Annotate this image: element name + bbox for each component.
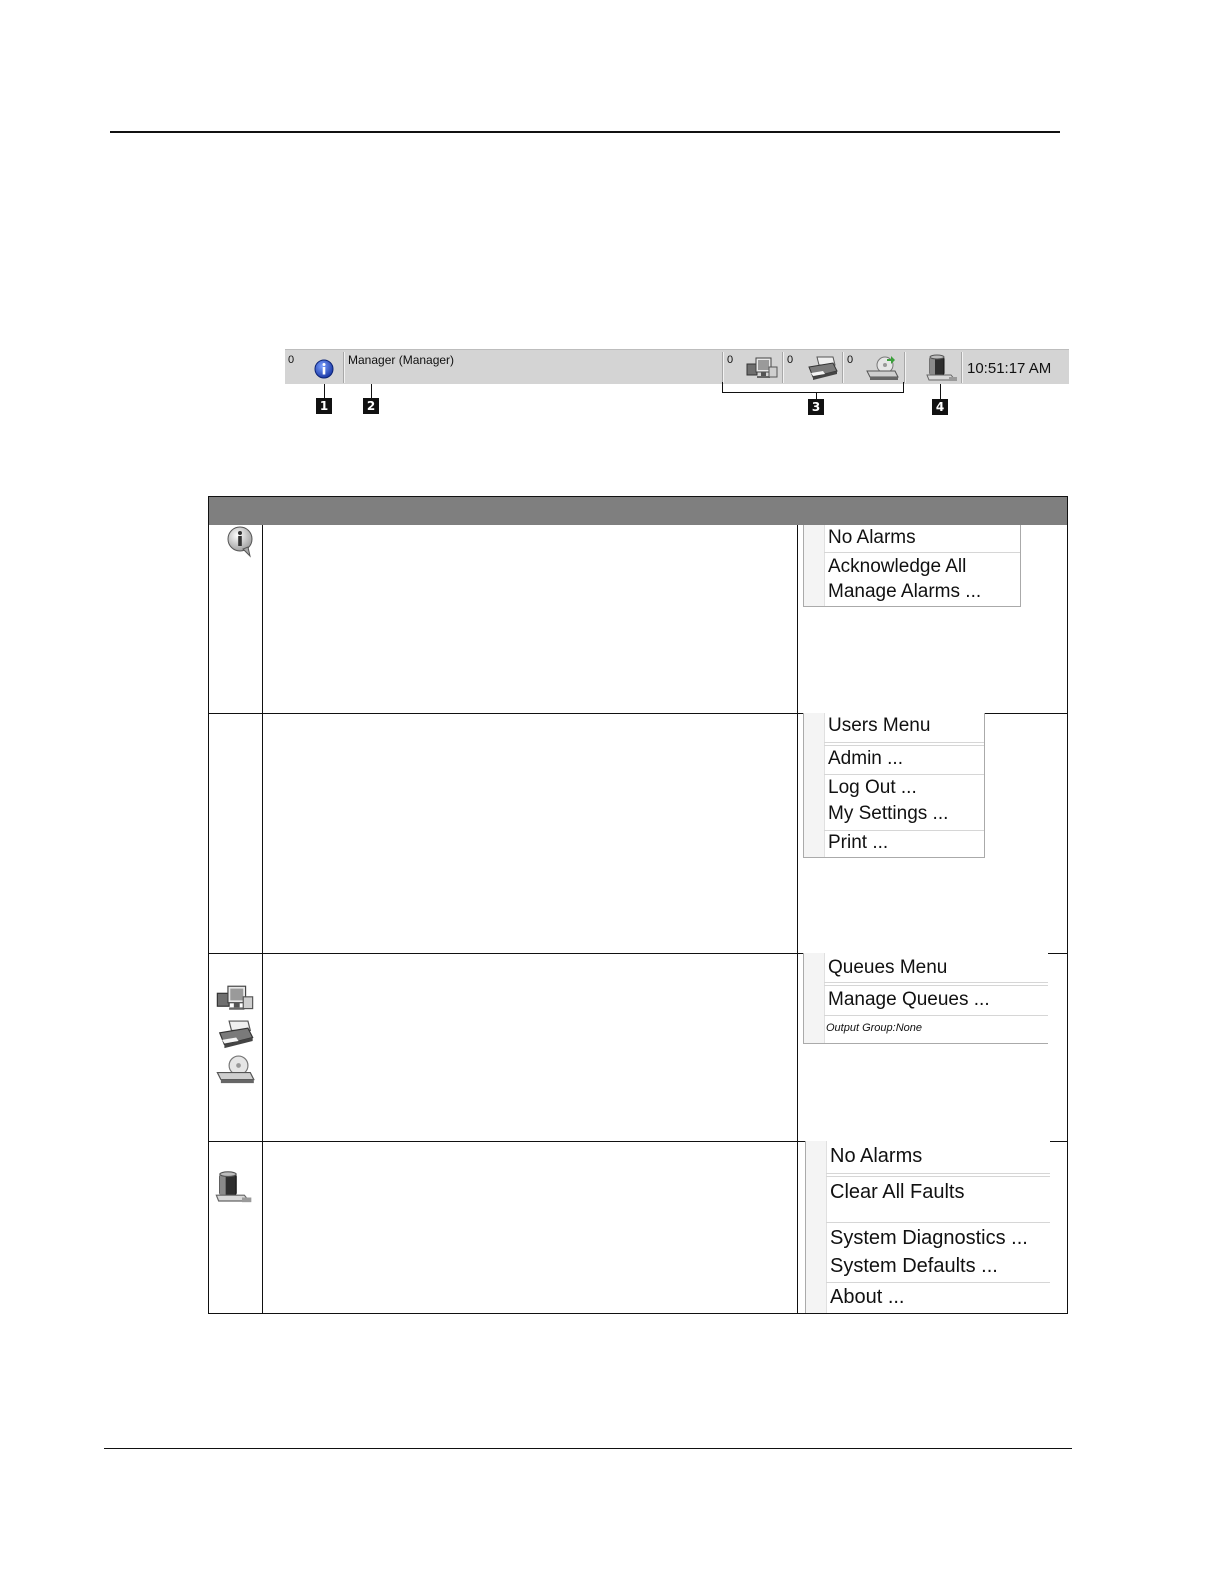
menu-separator xyxy=(824,985,1048,986)
callout-2: 2 xyxy=(363,398,379,414)
menu-separator xyxy=(826,1222,1050,1223)
taskbar-menus-table xyxy=(208,496,1068,1314)
queues-menu xyxy=(803,953,1048,1044)
menu-item-system-diagnostics[interactable]: System Diagnostics ... xyxy=(830,1227,1028,1249)
clock: 10:51:17 AM xyxy=(967,360,1052,377)
menu-separator xyxy=(826,1282,1050,1283)
info-bubble-icon xyxy=(223,525,257,564)
menu-separator xyxy=(824,830,984,831)
callout-4: 4 xyxy=(932,399,948,415)
menu-separator xyxy=(824,982,1048,983)
callout-leader xyxy=(324,384,325,398)
menu-item-admin[interactable]: Admin ... xyxy=(828,748,903,769)
menu-item-queues-menu: Queues Menu xyxy=(828,957,948,978)
queue-count-2: 0 xyxy=(787,354,794,366)
callout-1: 1 xyxy=(316,398,332,414)
taskbar-separator xyxy=(961,352,963,383)
callout-leader xyxy=(816,392,817,399)
taskbar xyxy=(285,349,1069,384)
alarm-count: 0 xyxy=(288,354,295,366)
menu-item-clear-all-faults[interactable]: Clear All Faults xyxy=(830,1181,965,1203)
printer-queue-icon xyxy=(215,1017,255,1056)
taskbar-separator xyxy=(343,352,345,383)
menu-item-users-menu: Users Menu xyxy=(828,715,931,736)
callout-3: 3 xyxy=(808,399,824,415)
menu-separator xyxy=(824,774,984,775)
callout-leader xyxy=(940,384,941,399)
system-menu xyxy=(805,1141,1050,1313)
menu-separator xyxy=(824,552,1020,553)
menu-gutter xyxy=(804,525,825,606)
menu-separator xyxy=(826,1176,1050,1177)
header-rule xyxy=(110,131,1060,133)
callout-leader xyxy=(371,384,372,398)
menu-item-manage-alarms[interactable]: Manage Alarms ... xyxy=(828,581,982,602)
column-divider xyxy=(262,525,263,1313)
system-status-icon[interactable] xyxy=(925,353,961,388)
menu-item-no-alarms[interactable]: No Alarms xyxy=(830,1145,923,1167)
menu-item-manage-queues[interactable]: Manage Queues ... xyxy=(828,989,990,1010)
menu-gutter xyxy=(806,1141,827,1313)
menu-item-about[interactable]: About ... xyxy=(830,1286,905,1308)
user-label[interactable]: Manager (Manager) xyxy=(348,353,455,367)
taskbar-separator xyxy=(782,352,784,383)
queue-bracket xyxy=(722,382,904,393)
output-group-label: Output Group:None xyxy=(826,1022,923,1034)
disc-queue-icon xyxy=(215,1052,255,1091)
taskbar-separator xyxy=(722,352,724,383)
menu-item-acknowledge-all[interactable]: Acknowledge All xyxy=(828,556,967,577)
taskbar-separator xyxy=(904,352,906,383)
info-icon[interactable] xyxy=(314,359,334,384)
alarms-menu xyxy=(803,525,1021,607)
users-menu xyxy=(803,713,985,858)
system-status-icon xyxy=(214,1167,256,1212)
menu-item-my-settings[interactable]: My Settings ... xyxy=(828,803,949,824)
table-header xyxy=(209,497,1067,525)
menu-item-no-alarms[interactable]: No Alarms xyxy=(828,527,916,548)
menu-gutter xyxy=(804,953,825,1043)
menu-item-print[interactable]: Print ... xyxy=(828,832,889,853)
column-divider xyxy=(797,525,798,1313)
menu-gutter xyxy=(804,713,825,857)
taskbar-separator xyxy=(842,352,844,383)
menu-separator xyxy=(824,742,984,743)
queue-count-3: 0 xyxy=(847,354,854,366)
footer-rule xyxy=(104,1448,1072,1449)
menu-separator xyxy=(824,745,984,746)
menu-item-log-out[interactable]: Log Out ... xyxy=(828,777,917,798)
queue-count-1: 0 xyxy=(727,354,734,366)
menu-separator xyxy=(826,1173,1050,1174)
menu-item-system-defaults[interactable]: System Defaults ... xyxy=(830,1255,998,1277)
monitor-queue-icon xyxy=(215,981,255,1020)
menu-separator xyxy=(824,1015,1048,1016)
